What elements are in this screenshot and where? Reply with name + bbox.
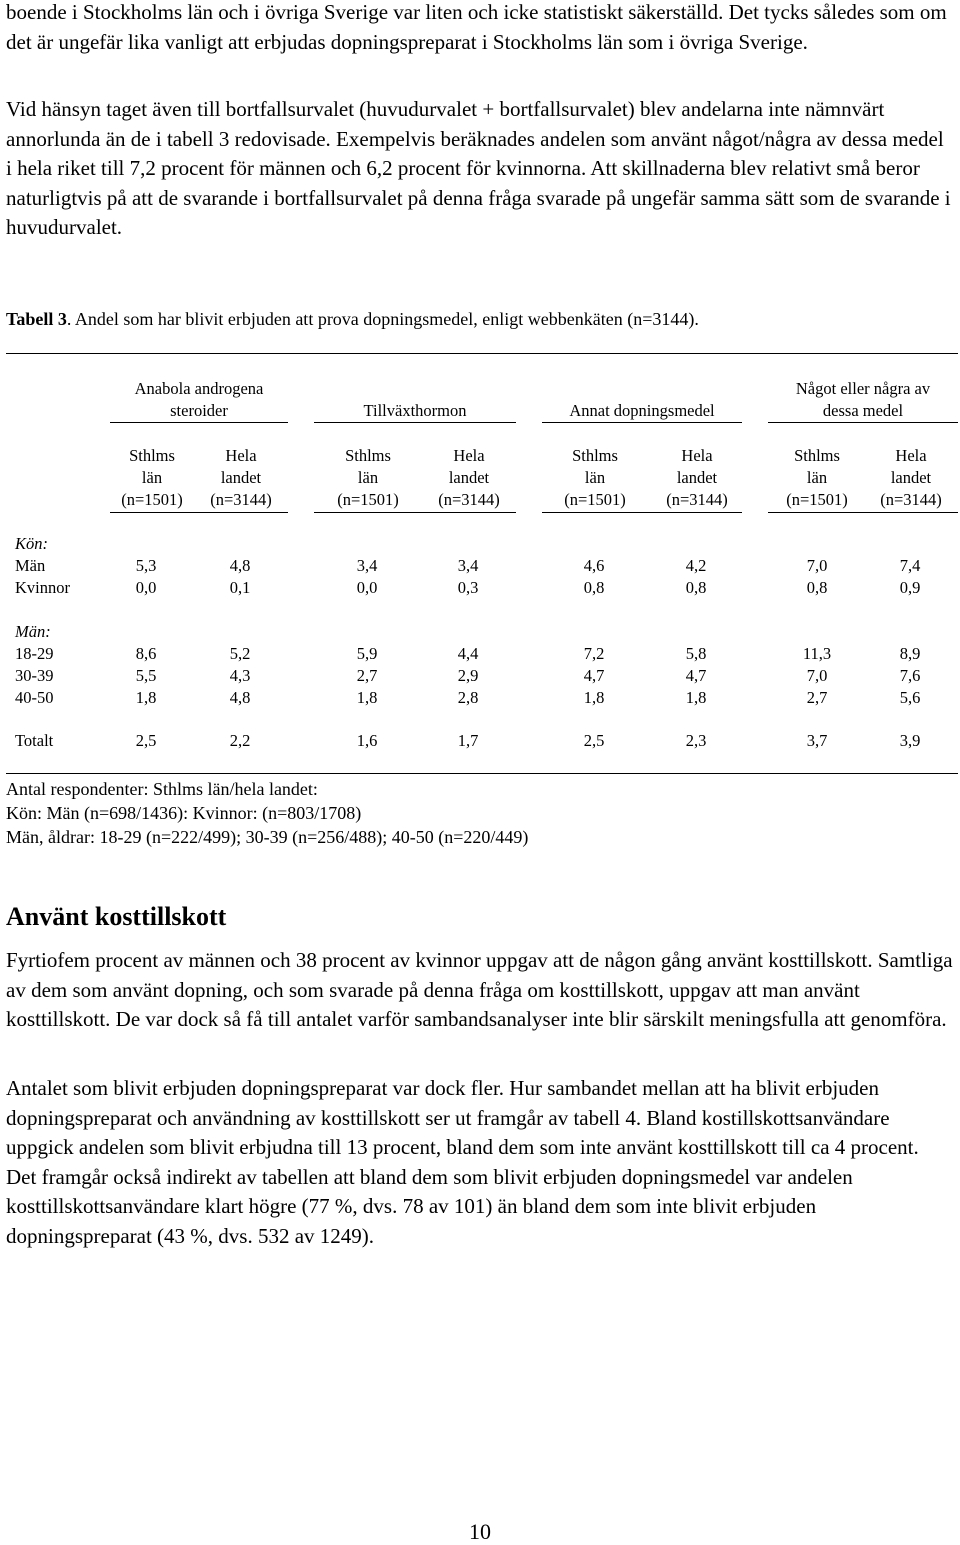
- group-header-line1: [542, 378, 742, 400]
- table-cell: 4,3: [229, 666, 251, 685]
- table-cell: 5,6: [899, 688, 921, 707]
- group-header-line1: Något eller några av: [795, 379, 931, 398]
- subhead-line: län: [357, 468, 379, 487]
- subhead-line: (n=1501): [786, 490, 848, 509]
- subhead-line: (n=3144): [666, 490, 728, 509]
- table-cell: 5,3: [135, 556, 157, 575]
- subhead-col-3: [323, 445, 413, 511]
- table-cell: 0,8: [583, 578, 605, 597]
- table-footnote-3: Män, åldrar: 18-29 (n=222/499); 30-39 (n=256/488); 40-50 (n=220/449): [6, 827, 529, 847]
- subhead-col-4: [424, 445, 514, 511]
- subhead-rule-2: [314, 512, 516, 513]
- subhead-line: Hela: [453, 446, 485, 465]
- subhead-col-5: [550, 445, 640, 511]
- table-cell: 5,8: [685, 644, 707, 663]
- group-header-annat: [542, 378, 742, 423]
- table-row: [0, 577, 960, 599]
- table-cell: 2,9: [457, 666, 479, 685]
- table-cell: 1,8: [583, 688, 605, 707]
- subhead-line: (n=3144): [438, 490, 500, 509]
- table-cell: 1,8: [356, 688, 378, 707]
- table-cell: 0,0: [135, 578, 157, 597]
- table-row: [0, 687, 960, 709]
- table-cell: 3,9: [899, 731, 921, 750]
- table-cell: 3,7: [806, 731, 828, 750]
- subhead-rule-4: [768, 512, 958, 513]
- subhead-line: landet: [220, 468, 262, 487]
- table-cell: 2,5: [135, 731, 157, 750]
- group-header-line2: Tillväxthormon: [363, 400, 467, 420]
- row-label: Män:: [15, 622, 51, 641]
- subhead-line: Sthlms: [345, 446, 391, 465]
- table-cell: 4,7: [685, 666, 707, 685]
- table-cell: 8,9: [899, 644, 921, 663]
- subhead-col-6: [652, 445, 742, 511]
- table-cell: 3,4: [457, 556, 479, 575]
- subhead-col-8: [866, 445, 956, 511]
- intro-paragraph-2: Vid hänsyn taget även till bortfallsurvalet (huvudurvalet + bortfallsurvalet) blev andelarna inte nämnvärt annorlunda än de i tabell 3 redovisade. Exempelvis beräknades andelen som använt något/några av dessa medel i hela riket till 7,2 procent för männen och 6,2 procent för kvinnorna. Att skillnaderna blev relativt små beror naturligtvis på att de svarande i bortfallsurvalet på denna fråga svarade på ungefär samma sätt som de svarande i huvudurvalet.: [6, 97, 951, 239]
- table-row-section-kon: [0, 533, 960, 555]
- table-cell: 1,8: [685, 688, 707, 707]
- table-caption-text: . Andel som har blivit erbjuden att prova dopningsmedel, enligt webbenkäten (n=3144).: [66, 309, 699, 329]
- row-label: 18-29: [15, 644, 54, 663]
- subhead-line: (n=1501): [121, 490, 183, 509]
- subhead-line: Sthlms: [572, 446, 618, 465]
- subhead-line: (n=1501): [337, 490, 399, 509]
- table-cell: 4,8: [229, 688, 251, 707]
- table-cell: 1,7: [457, 731, 479, 750]
- group-header-tillvaxthormon: [314, 378, 516, 423]
- group-header-line2: dessa medel: [822, 400, 904, 420]
- table-cell: 4,8: [229, 556, 251, 575]
- table-top-rule: [6, 353, 958, 354]
- subhead-line: landet: [448, 468, 490, 487]
- table-cell: 11,3: [802, 644, 832, 663]
- subhead-line: Hela: [895, 446, 927, 465]
- table-cell: 0,0: [356, 578, 378, 597]
- table-cell: 7,2: [583, 644, 605, 663]
- group-header-line1: [314, 378, 516, 400]
- table-cell: 1,8: [135, 688, 157, 707]
- subhead-line: Hela: [225, 446, 257, 465]
- subhead-col-2: [196, 445, 286, 511]
- table-row: [0, 665, 960, 687]
- table-cell: 4,6: [583, 556, 605, 575]
- group-header-line1: Anabola androgena: [134, 379, 264, 398]
- subhead-line: Sthlms: [794, 446, 840, 465]
- subhead-line: (n=3144): [880, 490, 942, 509]
- table-bottom-rule: [6, 773, 958, 774]
- row-label: Totalt: [15, 731, 54, 750]
- table-caption-label: Tabell 3: [6, 309, 67, 329]
- subhead-rule-3: [542, 512, 742, 513]
- table-cell: 2,7: [806, 688, 828, 707]
- table-row-total: [0, 730, 960, 752]
- table-cell: 5,2: [229, 644, 251, 663]
- table-cell: 0,8: [806, 578, 828, 597]
- group-header-line2: Annat dopningsmedel: [569, 400, 715, 420]
- subhead-line: landet: [890, 468, 932, 487]
- table-row: [0, 643, 960, 665]
- subhead-col-7: [772, 445, 862, 511]
- table-cell: 7,4: [899, 556, 921, 575]
- group-header-line2: steroider: [170, 400, 228, 420]
- subhead-line: Hela: [681, 446, 713, 465]
- subhead-line: (n=3144): [210, 490, 272, 509]
- table-cell: 7,0: [806, 556, 828, 575]
- table-cell: 0,9: [899, 578, 921, 597]
- table-cell: 4,4: [457, 644, 479, 663]
- table-cell: 7,6: [899, 666, 921, 685]
- subhead-line: landet: [676, 468, 718, 487]
- row-label: Kvinnor: [15, 578, 70, 597]
- row-label: Män: [15, 556, 46, 575]
- row-label: Kön:: [15, 534, 48, 553]
- subhead-col-1: [107, 445, 197, 511]
- table-cell: 2,5: [583, 731, 605, 750]
- table-row: [0, 555, 960, 577]
- table-cell: 4,7: [583, 666, 605, 685]
- intro-paragraph-1: boende i Stockholms län och i övriga Sverige var liten och icke statistiskt säkerställd. Det tycks således som om det är ungefär lika vanligt att erbjudas dopningspreparat i Stockholms län som i övriga Sverige.: [6, 0, 947, 54]
- table-caption: [6, 306, 699, 332]
- section-heading: Använt kosttillskott: [6, 902, 227, 931]
- subhead-line: län: [141, 468, 163, 487]
- table-cell: 2,7: [356, 666, 378, 685]
- body-paragraph-1: Fyrtiofem procent av männen och 38 procent av kvinnor uppgav att de någon gång använt kosttillskott. Samtliga av dem som använt dopning, och som svarade på denna fråga om kosttillskott, uppgav att man använt kosttillskott. De var dock så få till antalet varför sambandsanalyser inte blir särskilt meningsfulla att genomföra.: [6, 948, 953, 1031]
- table-cell: 1,6: [356, 731, 378, 750]
- subhead-line: (n=1501): [564, 490, 626, 509]
- table-footnote-2: Kön: Män (n=698/1436): Kvinnor: (n=803/1708): [6, 803, 362, 823]
- table-cell: 5,5: [135, 666, 157, 685]
- group-header-nagot: [768, 378, 958, 423]
- subhead-rule-1: [110, 512, 288, 513]
- table-footnote-1: Antal respondenter: Sthlms län/hela landet:: [6, 779, 318, 799]
- subhead-line: län: [584, 468, 606, 487]
- group-header-steroider: [110, 378, 288, 423]
- table-cell: 0,8: [685, 578, 707, 597]
- subhead-line: län: [806, 468, 828, 487]
- table-cell: 4,2: [685, 556, 707, 575]
- page-number: 10: [469, 1519, 491, 1544]
- table-row-section-man: [0, 621, 960, 643]
- body-paragraph-2: Antalet som blivit erbjuden dopningspreparat var dock fler. Hur sambandet mellan att ha blivit erbjuden dopningspreparat och användning av kosttillskott ser ut framgår av tabell 4. Bland kostillskottsanvändare uppgick andelen som blivit erbjudna till 13 procent, bland dem som inte använt kosttillskott till ca 4 procent. Det framgår också indirekt av tabellen att bland dem som blivit erbjuden dopningsmedel var andelen kosttillskottsanvändare klart högre (77 %, dvs. 78 av 101) än bland dem som inte blivit erbjuden dopningspreparat (43 %, dvs. 532 av 1249).: [6, 1076, 919, 1248]
- row-label: 30-39: [15, 666, 54, 685]
- table-cell: 2,8: [457, 688, 479, 707]
- table-cell: 7,0: [806, 666, 828, 685]
- table-cell: 2,3: [685, 731, 707, 750]
- subhead-line: Sthlms: [129, 446, 175, 465]
- table-cell: 5,9: [356, 644, 378, 663]
- row-label: 40-50: [15, 688, 54, 707]
- table-cell: 3,4: [356, 556, 378, 575]
- table-cell: 0,3: [457, 578, 479, 597]
- table-cell: 8,6: [135, 644, 157, 663]
- table-cell: 2,2: [229, 731, 251, 750]
- table-cell: 0,1: [229, 578, 251, 597]
